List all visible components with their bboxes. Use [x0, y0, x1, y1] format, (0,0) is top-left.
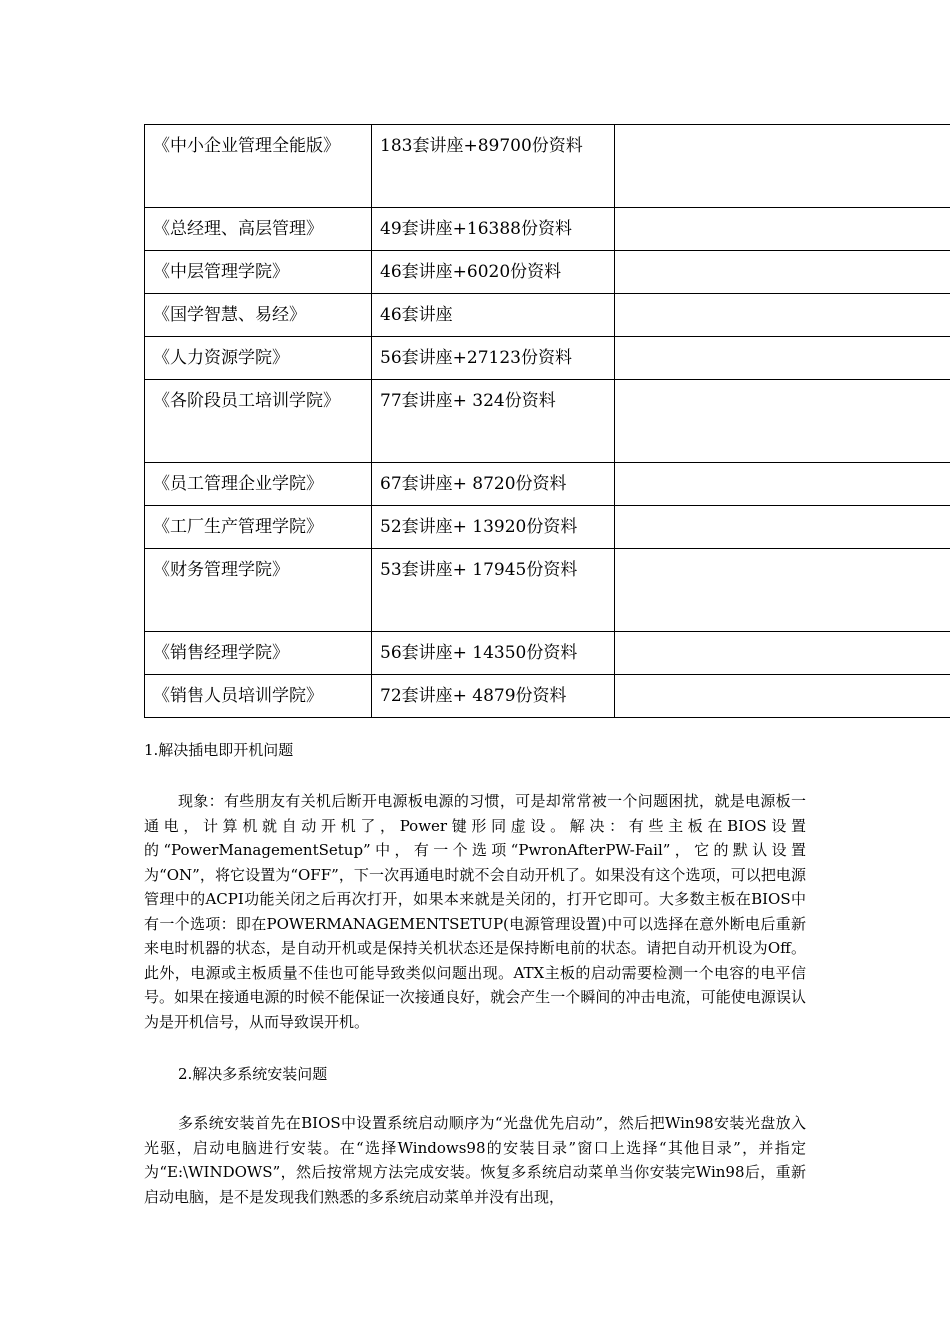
course-content-cell: 46套讲座+6020份资料 [372, 251, 615, 294]
empty-cell [615, 251, 950, 294]
course-name-cell: 《员工管理企业学院》 [145, 463, 372, 506]
empty-cell [615, 675, 950, 718]
section-1-heading: 1.解决插电即开机问题 [144, 741, 294, 759]
course-name-cell: 《总经理、高层管理》 [145, 208, 372, 251]
empty-cell [615, 125, 950, 208]
course-name-cell: 《销售经理学院》 [145, 632, 372, 675]
course-name-cell: 《各阶段员工培训学院》 [145, 380, 372, 463]
course-content-cell: 53套讲座+ 17945份资料 [372, 549, 615, 632]
course-content-cell: 67套讲座+ 8720份资料 [372, 463, 615, 506]
table-row [145, 675, 950, 718]
course-content-cell: 72套讲座+ 4879份资料 [372, 675, 615, 718]
course-content-cell: 52套讲座+ 13920份资料 [372, 506, 615, 549]
course-content-cell: 49套讲座+16388份资料 [372, 208, 615, 251]
table-row [145, 294, 950, 337]
empty-cell [615, 549, 950, 632]
empty-cell [615, 463, 950, 506]
empty-cell [615, 294, 950, 337]
table-row [145, 632, 950, 675]
course-name-cell: 《中层管理学院》 [145, 251, 372, 294]
table-row [145, 549, 950, 632]
table-row [145, 506, 950, 549]
empty-cell [615, 337, 950, 380]
course-content-cell: 77套讲座+ 324份资料 [372, 380, 615, 463]
empty-cell [615, 208, 950, 251]
section-2-paragraph: 多系统安装首先在BIOS中设置系统启动顺序为“光盘优先启动”，然后把Win98安装光盘放入光驱，启动电脑进行安装。在“选择Windows98的安装目录”窗口上选择“其他目录”，并指定为“E:\WINDOWS”，然后按常规方法完成安装。恢复多系统启动菜单当你安装完Win98后，重新启动电脑，是不是发现我们熟悉的多系统启动菜单并没有出现， [144, 1114, 806, 1206]
course-name-cell: 《销售人员培训学院》 [145, 675, 372, 718]
section-2-heading: 2.解决多系统安装问题 [178, 1065, 328, 1083]
table-row [145, 208, 950, 251]
course-name-cell: 《财务管理学院》 [145, 549, 372, 632]
course-catalog-table [144, 124, 950, 718]
course-name-cell: 《国学智慧、易经》 [145, 294, 372, 337]
course-content-cell: 56套讲座+ 14350份资料 [372, 632, 615, 675]
empty-cell [615, 632, 950, 675]
course-content-cell: 183套讲座+89700份资料 [372, 125, 615, 208]
table-row [145, 337, 950, 380]
empty-cell [615, 506, 950, 549]
table-row [145, 251, 950, 294]
course-content-cell: 46套讲座 [372, 294, 615, 337]
table-row [145, 463, 950, 506]
section-1-paragraph: 现象：有些朋友有关机后断开电源板电源的习惯，可是却常常被一个问题困扰，就是电源板一通电，计算机就自动开机了，Power键形同虚设。解决：有些主板在BIOS设置的“PowerManagementSetup”中，有一个选项“PwronAfterPW-Fail”，它的默认设置为“ON”，将它设置为“OFF”，下一次再通电时就不会自动开机了。如果没有这个选项，可以把电源管理中的ACPI功能关闭之后再次打开，如果本来就是关闭的，打开它即可。大多数主板在BIOS中有一个选项：即在POWERMANAGEMENTSETUP(电源管理设置)中可以选择在意外断电后重新来电时机器的状态，是自动开机或是保持关机状态还是保持断电前的状态。请把自动开机设为Off。 此外，电源或主板质量不佳也可能导致类似问题出现。ATX主板的启动需要检测一个电容的电平信号。如果在接通电源的时候不能保证一次接通良好，就会产生一个瞬间的冲击电流，可能使电源误认为是开机信号，从而导致误开机。 [144, 792, 806, 1031]
course-content-cell: 56套讲座+27123份资料 [372, 337, 615, 380]
course-name-cell: 《中小企业管理全能版》 [145, 125, 372, 208]
table-row [145, 125, 950, 208]
course-name-cell: 《工厂生产管理学院》 [145, 506, 372, 549]
course-name-cell: 《人力资源学院》 [145, 337, 372, 380]
empty-cell [615, 380, 950, 463]
table-row [145, 380, 950, 463]
